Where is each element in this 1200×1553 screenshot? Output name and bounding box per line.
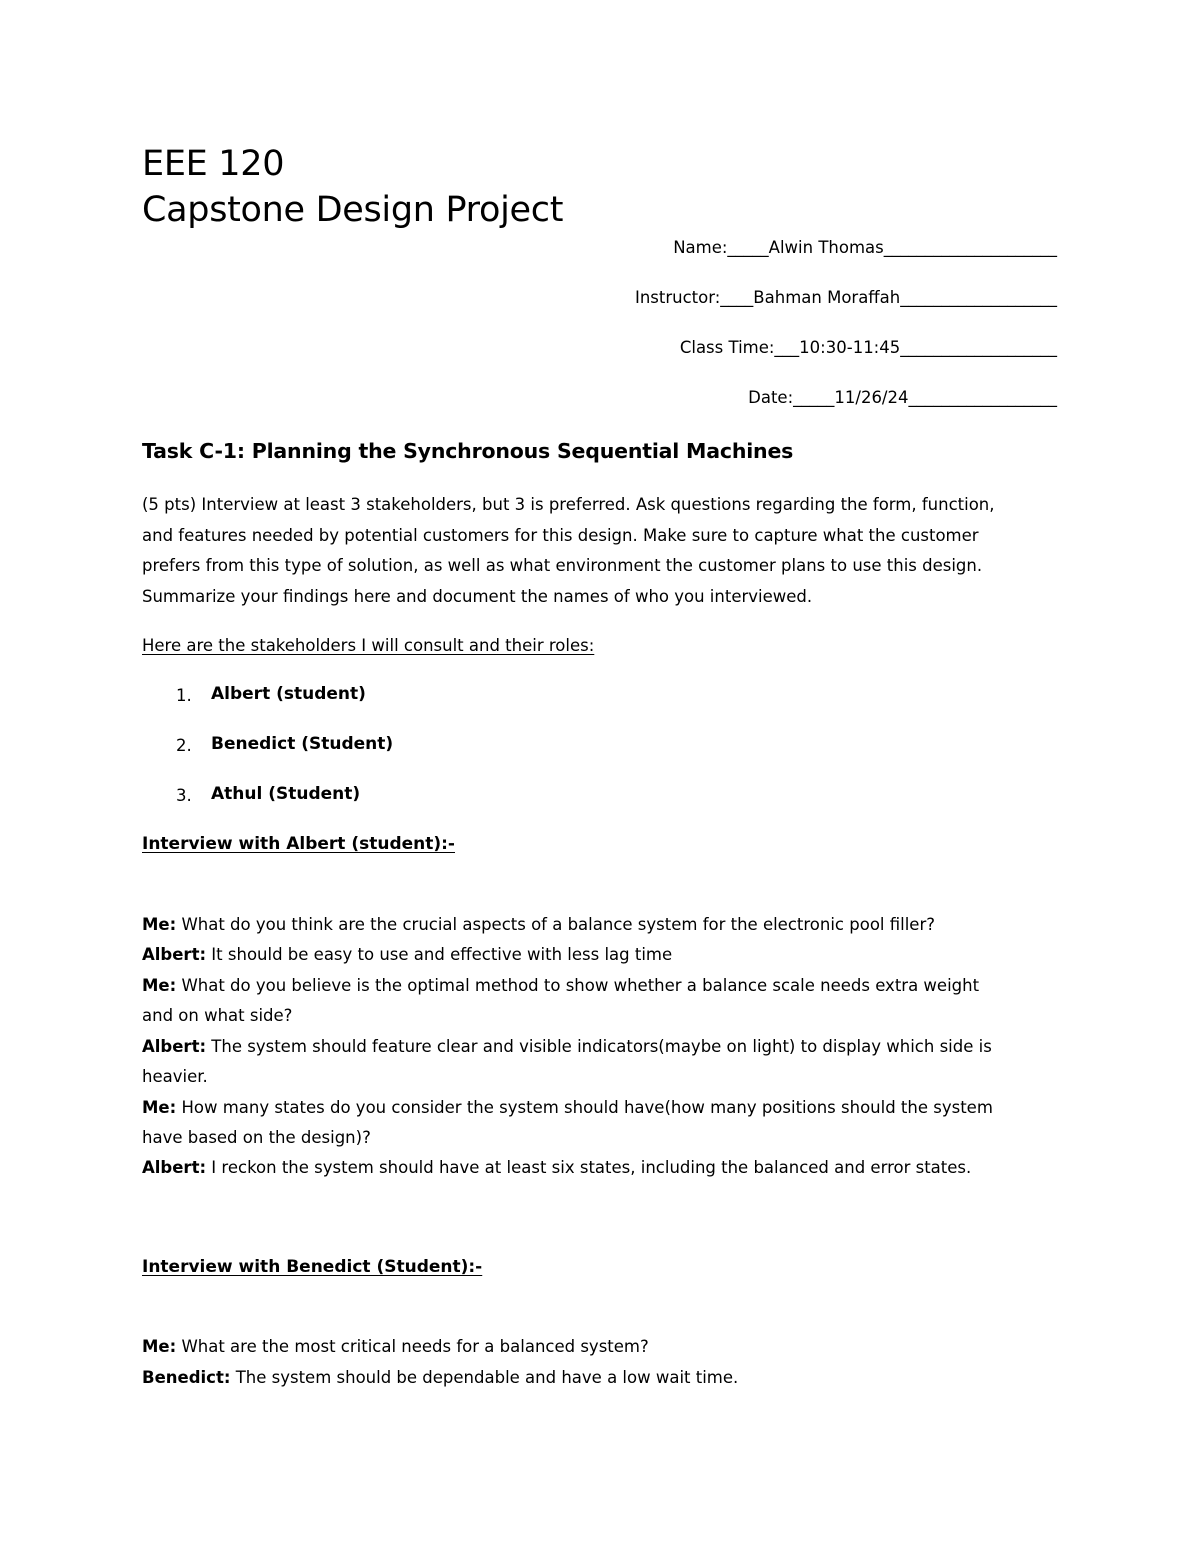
speaker-label: Albert:	[142, 945, 207, 964]
dialogue-line	[142, 1336, 649, 1358]
dialogue-line	[142, 914, 935, 936]
dialogue-text: How many states do you consider the system should have(how many positions should the system	[176, 1098, 993, 1117]
interview-benedict-heading: Interview with Benedict (Student):-	[142, 1257, 483, 1277]
task-prompt-line: and features needed by potential customers for this design. Make sure to capture what the customer	[142, 526, 979, 545]
project-title: Capstone Design Project	[142, 190, 564, 230]
date-field: Date:_____11/26/24__________________	[748, 388, 1057, 407]
task-heading: Task C-1: Planning the Synchronous Sequential Machines	[142, 439, 794, 463]
list-number: 3.	[176, 786, 192, 805]
speaker-label: Albert:	[142, 1158, 207, 1177]
dialogue-text: I reckon the system should have at least six states, including the balanced and error states.	[206, 1158, 972, 1177]
stakeholder-item: Albert (student)	[211, 684, 366, 704]
stakeholder-item: Athul (Student)	[211, 784, 361, 804]
class-time-field: Class Time:___10:30-11:45___________________	[679, 338, 1057, 357]
speaker-label: Me:	[142, 1337, 177, 1356]
list-number: 1.	[176, 686, 192, 705]
dialogue-text: and on what side?	[142, 1006, 293, 1025]
dialogue-line	[142, 1127, 371, 1149]
dialogue-text: heavier.	[142, 1067, 208, 1086]
dialogue-text: The system should be dependable and have a low wait time.	[230, 1368, 739, 1387]
dialogue-text: What are the most critical needs for a balanced system?	[176, 1337, 649, 1356]
interview-albert-heading: Interview with Albert (student):-	[142, 834, 455, 854]
task-prompt-line: Summarize your findings here and document the names of who you interviewed.	[142, 587, 813, 606]
course-code: EEE 120	[142, 144, 285, 184]
task-prompt-line: (5 pts) Interview at least 3 stakeholders, but 3 is preferred. Ask questions regarding the form, function,	[142, 495, 995, 514]
dialogue-line	[142, 944, 672, 966]
dialogue-line	[142, 1066, 208, 1088]
dialogue-line	[142, 1157, 971, 1179]
dialogue-line	[142, 1036, 992, 1058]
name-field: Name:_____Alwin Thomas_____________________	[673, 238, 1057, 257]
speaker-label: Albert:	[142, 1037, 207, 1056]
speaker-label: Me:	[142, 976, 177, 995]
dialogue-text: The system should feature clear and visible indicators(maybe on light) to display which side is	[206, 1037, 992, 1056]
speaker-label: Benedict:	[142, 1368, 231, 1387]
dialogue-text: have based on the design)?	[142, 1128, 371, 1147]
list-number: 2.	[176, 736, 192, 755]
instructor-field: Instructor:____Bahman Moraffah___________________	[634, 288, 1057, 307]
dialogue-line	[142, 1097, 993, 1119]
speaker-label: Me:	[142, 915, 177, 934]
dialogue-text: What do you think are the crucial aspects of a balance system for the electronic pool filler?	[176, 915, 935, 934]
dialogue-line	[142, 1367, 738, 1389]
dialogue-text: What do you believe is the optimal method to show whether a balance scale needs extra weight	[176, 976, 980, 995]
stakeholder-item: Benedict (Student)	[211, 734, 394, 754]
task-prompt-line: prefers from this type of solution, as well as what environment the customer plans to use this design.	[142, 556, 983, 575]
dialogue-text: It should be easy to use and effective with less lag time	[206, 945, 673, 964]
speaker-label: Me:	[142, 1098, 177, 1117]
dialogue-line	[142, 1005, 292, 1027]
stakeholders-intro: Here are the stakeholders I will consult and their roles:	[142, 636, 595, 655]
dialogue-line	[142, 975, 979, 997]
